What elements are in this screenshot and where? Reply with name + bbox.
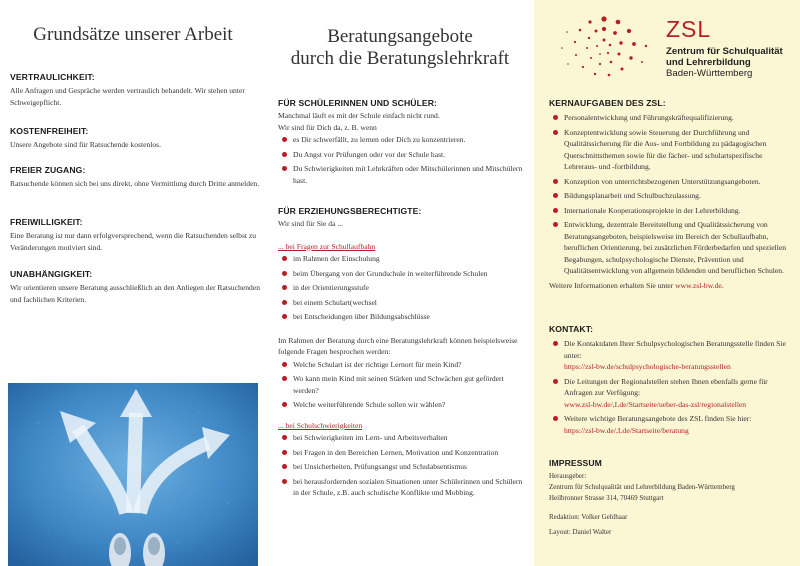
career-subheading: ... bei Fragen zur Schullaufbahn bbox=[278, 241, 376, 251]
logo-line-2: und Lehrerbildung bbox=[666, 57, 751, 68]
counseling-offers-link[interactable]: https://zsl-bw.de/,Lde/Startseite/beratung bbox=[564, 425, 689, 435]
list-item bbox=[278, 297, 528, 309]
students-heading: FÜR SCHÜLERINNEN UND SCHÜLER: bbox=[278, 98, 438, 108]
contact-list bbox=[549, 338, 793, 436]
list-item-text: bei herausfordernden sozialen Situationen unter Schülerinnen und Schülern in der Schule, z.B. auch schulische Konflikte und Mobbing. bbox=[293, 476, 523, 497]
section-voluntariness bbox=[10, 217, 260, 253]
students-intro-2: Wir sind für Dich da, z. B. wenn bbox=[278, 122, 377, 132]
list-item-text: Konzeption von unterrichtsbezogenen Unterstützungsangeboten. bbox=[564, 176, 761, 186]
students-intro-1: Manchmal läuft es mit der Schule einfach nicht rund. bbox=[278, 111, 440, 120]
logo-line-1: Zentrum für Schulqualität bbox=[666, 46, 783, 57]
list-item-text: bei Schwierigkeiten im Lern- und Arbeitsverhalten bbox=[293, 433, 448, 442]
bullet-dot bbox=[553, 179, 558, 184]
offers-title-line1: Beratungsangebote bbox=[327, 26, 473, 47]
list-item-text: Bildungsplanarbeit und Schulbuchzulassung. bbox=[564, 191, 701, 200]
list-item bbox=[278, 399, 528, 411]
parents-section bbox=[278, 206, 528, 502]
section-free-access bbox=[10, 165, 260, 190]
list-item bbox=[278, 149, 528, 161]
bullet-dot bbox=[282, 479, 287, 484]
bullet-dot bbox=[553, 115, 558, 120]
bullet-dot bbox=[553, 130, 558, 135]
layout-line: Layout: Daniel Walter bbox=[549, 528, 612, 536]
offers-title bbox=[266, 26, 534, 70]
list-item bbox=[278, 163, 528, 186]
bullet-dot bbox=[553, 193, 558, 198]
list-item-text: in der Orientierungsstufe bbox=[293, 283, 369, 292]
imprint-heading: IMPRESSUM bbox=[549, 458, 602, 468]
list-item bbox=[278, 359, 528, 371]
list-item bbox=[549, 205, 793, 217]
imprint-section bbox=[549, 458, 793, 538]
section-heading: VERTRAULICHKEIT: bbox=[10, 72, 95, 82]
section-heading: KOSTENFREIHEIT: bbox=[10, 126, 89, 136]
list-item bbox=[278, 461, 528, 473]
more-info bbox=[549, 280, 793, 292]
publisher-label: Herausgeber: bbox=[549, 472, 587, 480]
section-heading: FREIWILLIGKEIT: bbox=[10, 217, 83, 227]
publisher-line-1: Zentrum für Schulqualität und Lehrerbildung Baden-Württemberg bbox=[549, 483, 735, 491]
editor-line: Redaktion: Volker Gehlhaar bbox=[549, 513, 628, 521]
list-item-text: Internationale Kooperationsprojekte in der Lehrerbildung. bbox=[564, 205, 741, 215]
tasks-list bbox=[549, 112, 793, 277]
bullet-dot bbox=[282, 402, 287, 407]
bullet-dot bbox=[282, 152, 287, 157]
list-item-text: bei Fragen in den Bereichen Lernen, Motivation und Konzentration bbox=[293, 447, 499, 457]
list-item-text: Die Kontaktdaten Ihrer Schulpsychologischen Beratungsstelle finden Sie unter: bbox=[564, 339, 786, 360]
parents-intro: Wir sind für Sie da ... bbox=[278, 219, 344, 228]
bullet-dot bbox=[553, 379, 558, 384]
logo-abbreviation: ZSL bbox=[666, 16, 712, 42]
students-list bbox=[278, 134, 528, 186]
section-heading: FREIER ZUGANG: bbox=[10, 165, 86, 175]
parents-heading: FÜR ERZIEHUNGSBERECHTIGTE: bbox=[278, 206, 422, 216]
crossroads-photo bbox=[8, 383, 258, 566]
list-item bbox=[278, 447, 528, 459]
regional-offices-link[interactable]: www.zsl-bw.de/,Lde/Startseite/ueber-das-zsl/regionalstellen bbox=[564, 399, 747, 409]
contact-section bbox=[549, 324, 793, 439]
bullet-dot bbox=[282, 450, 287, 455]
bullet-dot bbox=[282, 376, 287, 381]
difficulties-list bbox=[278, 432, 528, 499]
list-item-text: Du Angst vor Prüfungen oder vor der Schule hast. bbox=[293, 149, 446, 159]
students-section bbox=[278, 98, 528, 189]
bullet-dot bbox=[553, 222, 558, 227]
list-item bbox=[278, 311, 528, 323]
bullet-dot bbox=[282, 256, 287, 261]
bullet-dot bbox=[282, 314, 287, 319]
bullet-dot bbox=[282, 285, 287, 290]
zsl-logo bbox=[554, 12, 800, 82]
dot-circle-icon bbox=[554, 12, 654, 82]
more-info-suffix: . bbox=[721, 280, 724, 290]
offers-title-line2: durch die Beratungslehrkraft bbox=[290, 48, 510, 69]
offers-column bbox=[266, 0, 534, 566]
list-item-text: bei Unsicherheiten, Prüfungsangst und Schulabsentismus bbox=[293, 462, 467, 471]
list-item bbox=[549, 176, 793, 188]
bullet-dot bbox=[282, 362, 287, 367]
counseling-centers-link[interactable]: https://zsl-bw.de/schulpsychologische-beratungsstellen bbox=[564, 362, 731, 371]
bullet-dot bbox=[553, 341, 558, 346]
difficulties-subheading: ... bei Schulschwierigkeiten bbox=[278, 420, 363, 430]
list-item-text: im Rahmen der Einschulung bbox=[293, 254, 380, 263]
section-heading: UNABHÄNGIGKEIT: bbox=[10, 269, 93, 279]
bullet-dot bbox=[553, 208, 558, 213]
list-item bbox=[549, 127, 793, 173]
list-item bbox=[278, 268, 528, 280]
section-text: Ratsuchende können sich bei uns direkt, ohne Vermittlung durch Dritte anmelden. bbox=[10, 179, 260, 188]
list-item-text: Personalentwicklung und Führungskräftequalifizierung. bbox=[564, 113, 734, 122]
bullet-dot bbox=[282, 137, 287, 142]
list-item bbox=[549, 190, 793, 202]
list-item bbox=[549, 338, 793, 373]
principles-title: Grundsätze unserer Arbeit bbox=[33, 24, 233, 45]
list-item-text: bei einem Schulart(wechsel bbox=[293, 297, 377, 307]
bullet-dot bbox=[282, 435, 287, 440]
list-item-text: bei Entscheidungen über Bildungsabschlüsse bbox=[293, 312, 430, 321]
list-item-text: Welche Schulart ist der richtige Lernort für mein Kind? bbox=[293, 359, 462, 369]
section-text: Alle Anfragen und Gespräche werden vertraulich behandelt. Wir stehen unter Schweigepflicht. bbox=[10, 86, 245, 107]
publisher-line-2: Heilbronner Strasse 314, 70469 Stuttgart bbox=[549, 494, 664, 502]
list-item-text: Entwicklung, dezentrale Bereitstellung und Qualitätssicherung von Beratungsangeboten, beispielsweise im Bereich der Schullaufbahn, beruflichen Orientierung, bei zusätzlichen Förderbedarfen und speziellen Begabungen, schulpsychologische Dienste, Prävention und Qualitätsentwicklung von allgemein bildenden und beruflichen Schulen. bbox=[564, 220, 787, 275]
list-item-text: Wo kann mein Kind mit seinen Stärken und Schwächen gut gefördert werden? bbox=[293, 374, 504, 395]
section-independence bbox=[10, 269, 260, 305]
zsl-website-link[interactable]: www.zsl-bw.de bbox=[675, 280, 722, 290]
more-info-prefix: Weitere Informationen erhalten Sie unter bbox=[549, 280, 676, 290]
list-item bbox=[549, 219, 793, 277]
questions-paragraph: Im Rahmen der Beratung durch eine Beratungslehrkraft können beispielsweise folgende Fragen besprochen werden: bbox=[278, 335, 518, 356]
list-item bbox=[549, 112, 793, 124]
section-free-of-charge bbox=[10, 126, 260, 151]
list-item bbox=[278, 134, 528, 146]
bullet-dot bbox=[553, 416, 558, 421]
list-item-text: Konzeptentwicklung sowie Steuerung der Durchführung und Qualitätssicherung für die Aus- und Fortbildung zu pädagogischen Querschnittsthemen sowie für die fächer- und schulartspezifische Lehreraus- und -fortbildung. bbox=[564, 127, 767, 171]
tasks-heading: KERNAUFGABEN DES ZSL: bbox=[549, 98, 666, 108]
list-item bbox=[549, 376, 793, 411]
principles-column bbox=[0, 0, 266, 566]
list-item-text: Du Schwierigkeiten mit Lehrkräften oder Mitschülerinnen und Mitschülern hast. bbox=[293, 164, 523, 185]
list-item-text: Weitere wichtige Beratungsangebote des ZSL finden Sie hier: bbox=[564, 414, 752, 423]
list-item bbox=[278, 476, 528, 499]
bullet-dot bbox=[282, 271, 287, 276]
zsl-info-column bbox=[534, 0, 800, 566]
list-item bbox=[278, 432, 528, 444]
list-item bbox=[549, 413, 793, 436]
list-item bbox=[278, 282, 528, 294]
section-text: Eine Beratung ist nur dann erfolgversprechend, wenn die Ratsuchenden selbst zu Veränderungen motiviert sind. bbox=[10, 231, 257, 252]
bullet-dot bbox=[282, 166, 287, 171]
list-item bbox=[278, 253, 528, 265]
crossroads-photo-graphic bbox=[8, 383, 258, 566]
list-item-text: beim Übergang von der Grundschule in weiterführende Schulen bbox=[293, 268, 488, 278]
contact-heading: KONTAKT: bbox=[549, 324, 594, 334]
list-item bbox=[278, 373, 528, 396]
questions-list bbox=[278, 359, 528, 411]
bullet-dot bbox=[282, 300, 287, 305]
section-confidentiality bbox=[10, 72, 260, 108]
list-item-text: Welche weiterführende Schule sollen wir wählen? bbox=[293, 400, 446, 409]
section-text: Wir orientieren unsere Beratung ausschließlich an den Anliegen der Ratsuchenden und fachlichen Kriterien. bbox=[10, 283, 260, 304]
list-item-text: Die Leitungen der Regionalstellen stehen Ihnen ebenfalls gerne für Anfragen zur Verfügung: bbox=[564, 376, 768, 397]
career-list bbox=[278, 253, 528, 323]
logo-line-3: Baden-Württemberg bbox=[666, 68, 753, 79]
tasks-section bbox=[549, 98, 793, 291]
list-item-text: es Dir schwerfällt, zu lernen oder Dich zu konzentrieren. bbox=[293, 135, 466, 144]
section-text: Unsere Angebote sind für Ratsuchende kostenlos. bbox=[10, 140, 161, 149]
bullet-dot bbox=[282, 464, 287, 469]
